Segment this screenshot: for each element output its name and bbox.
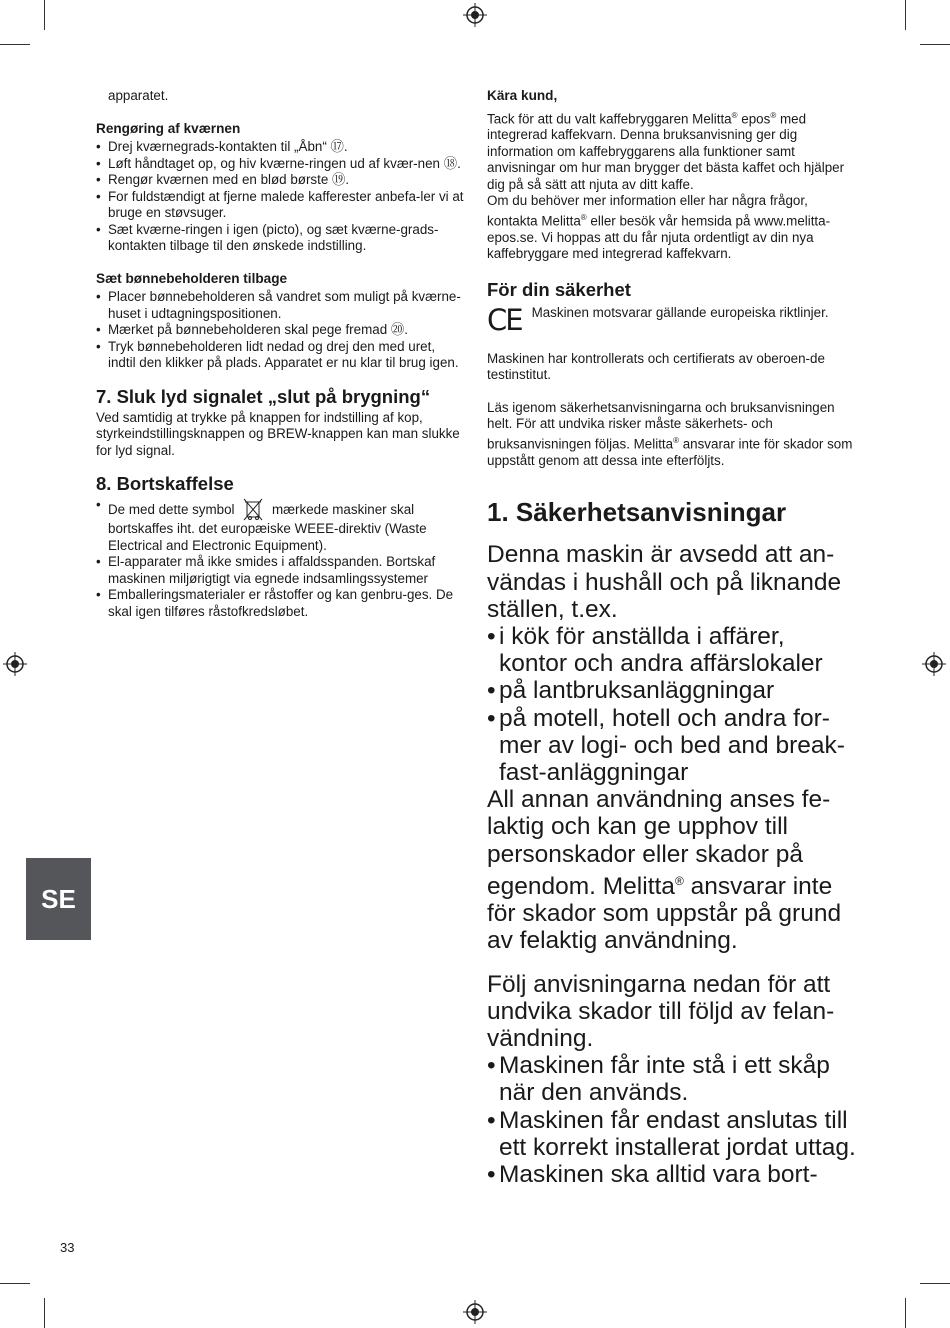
list-item: • Maskinen får endast anslutas till ett korrekt installerat jordat uttag. bbox=[487, 1107, 857, 1161]
registration-mark-icon bbox=[463, 1300, 487, 1324]
bullet-list bbox=[487, 623, 857, 786]
crop-mark bbox=[44, 1298, 45, 1328]
list-item: • på lantbruksanläggningar bbox=[487, 677, 857, 704]
list-item bbox=[96, 497, 466, 554]
paragraph: Denna maskin är avsedd att an-vändas i hushåll och på liknande ställen, t.ex. bbox=[487, 541, 842, 623]
bullet-list bbox=[96, 497, 466, 620]
list-item: • Tryk bønnebeholderen lidt nedad og drej den med uret, indtil den klikker på plads. Apparatet er nu klar til brug igen. bbox=[96, 339, 466, 372]
paragraph bbox=[487, 400, 857, 469]
intro-text: med integrerad kaffekvarn. Denna bruksanvisning ger dig information om kaffebryggarens alla funktioner samt anvisningar om hur man brygger det bästa kaffet och hjälper dig på så sätt att njuta av ditt kaffe. bbox=[487, 110, 845, 192]
crop-mark bbox=[44, 0, 45, 30]
list-item: • Sæt kværne-ringen i igen (picto), og sæt kværne-grads-kontakten tilbage til den ønskede indstilling. bbox=[96, 222, 466, 255]
paragraph bbox=[487, 786, 857, 954]
paragraph-text: ansvarar inte för skador som uppstått genom att dessa inte efterföljts. bbox=[487, 436, 853, 468]
registered-mark: ® bbox=[731, 110, 738, 120]
list-item: • For fuldstændigt at fjerne malede kafferester anbefa-ler vi at bruge en støvsuger. bbox=[96, 189, 466, 222]
list-item: • Maskinen ska alltid vara bort- bbox=[487, 1161, 857, 1188]
registered-mark: ® bbox=[770, 110, 777, 120]
weee-bin-icon bbox=[242, 497, 264, 521]
intro-text: epos bbox=[741, 110, 771, 126]
paragraph: Följ anvisningarna nedan för att undvika skador till följd av felan-vändning. bbox=[487, 970, 835, 1053]
registered-mark: ® bbox=[580, 212, 587, 222]
crop-mark bbox=[0, 44, 30, 45]
paragraph-text: Läs igenom säkerhetsanvisningarna och bruksanvisningen helt. För att undvika risker måste säkerhets- och bruksanvisningen följas. Melitta bbox=[487, 399, 835, 452]
section-heading: 7. Sluk lyd signalet „slut på brygning“ bbox=[96, 385, 431, 407]
ce-mark-icon: CE bbox=[487, 302, 522, 337]
list-item: • Rengør kværnen med en blød børste ⑲. bbox=[96, 172, 466, 189]
list-item: • El-apparater må ikke smides i affaldsspanden. Bortskaf maskinen miljørigtigt via egnede indsamlingssystemer bbox=[96, 554, 466, 587]
ce-notice bbox=[487, 302, 857, 337]
ce-text: Maskinen motsvarar gällande europeiska riktlinjer. bbox=[531, 304, 829, 320]
intro-text: eller besök vår hemsida på www.melitta-epos.se. Vi hoppas att du får njuta ordentligt av din nya kaffebryggare med integrerad kaffekvarn. bbox=[487, 213, 831, 262]
bullet-list bbox=[487, 1052, 857, 1188]
registered-mark: ® bbox=[673, 435, 679, 445]
paragraph: Maskinen har kontrollerats och certifierats av oberoen-de testinstitut. bbox=[487, 350, 825, 383]
paragraph-text: ansvarar inte för skador som uppstår på grund av felaktig användning. bbox=[487, 873, 842, 955]
list-item-text: De med dette symbol bbox=[108, 502, 235, 517]
registration-mark-icon bbox=[922, 652, 946, 676]
intro-text: Tack för att du valt kaffebryggaren Melitta bbox=[487, 110, 732, 126]
crop-mark bbox=[920, 44, 950, 45]
intro-text: Om du behöver mer information eller har några frågor, kontakta Melitta bbox=[487, 193, 808, 229]
registration-mark-icon bbox=[3, 652, 27, 676]
list-item-text: mærkede maskiner skal bortskaffes iht. det europæiske WEEE-direktiv (Waste Electrical and Electronic Equipment). bbox=[108, 502, 427, 553]
crop-mark bbox=[0, 1283, 30, 1284]
section-heading: För din säkerhet bbox=[487, 278, 631, 300]
registered-mark: ® bbox=[674, 873, 684, 888]
bullet-list bbox=[96, 289, 466, 372]
list-item: • Emballeringsmaterialer er råstoffer og kan genbru-ges. De skal igen tilføres råstofkredsløbet. bbox=[96, 587, 466, 620]
list-item: • i kök för anställda i affärer, kontor och andra affärslokaler bbox=[487, 623, 857, 677]
continued-text: apparatet. bbox=[108, 88, 169, 103]
list-item: • Mærket på bønnebeholderen skal pege fremad ⑳. bbox=[96, 322, 466, 339]
section-heading: Sæt bønnebeholderen tilbage bbox=[96, 270, 288, 286]
section-heading: 8. Bortskaffelse bbox=[96, 473, 234, 494]
paragraph: Ved samtidig at trykke på knappen for indstilling af kop, styrkeindstillingsknappen og BREW-knappen kan man slukke for lyd signal. bbox=[96, 409, 460, 458]
list-item: • Drej kværnegrads-kontakten til „Åbn“ ⑰. bbox=[96, 139, 466, 156]
language-tab: SE bbox=[26, 858, 91, 940]
list-item: • på motell, hotell och andra for-mer av logi- och bed and break-fast-anläggningar bbox=[487, 705, 857, 787]
page-title: 1. Säkerhetsanvisningar bbox=[487, 497, 787, 528]
paragraph-text: All annan användning anses fe-laktig och kan ge upphov till personskador eller skador på egendom. Melitta bbox=[487, 786, 831, 900]
list-item: • Maskinen får inte stå i ett skåp när den används. bbox=[487, 1052, 857, 1106]
right-column bbox=[487, 88, 857, 1188]
left-column bbox=[96, 88, 466, 620]
greeting: Kära kund, bbox=[487, 88, 558, 103]
crop-mark bbox=[920, 1283, 950, 1284]
crop-mark bbox=[905, 0, 906, 30]
list-item: • Placer bønnebeholderen så vandret som muligt på kværne-huset i udtagningspositionen. bbox=[96, 289, 466, 322]
bullet-list bbox=[96, 139, 466, 255]
registration-mark-icon bbox=[463, 3, 487, 27]
list-item: • Løft håndtaget op, og hiv kværne-ringen ud af kvær-nen ⑱. bbox=[96, 156, 466, 173]
section-heading: Rengøring af kværnen bbox=[96, 120, 241, 136]
intro-paragraph bbox=[487, 108, 857, 263]
large-text-block bbox=[487, 541, 857, 1188]
crop-mark bbox=[905, 1298, 906, 1328]
page-number: 33 bbox=[60, 1240, 75, 1255]
